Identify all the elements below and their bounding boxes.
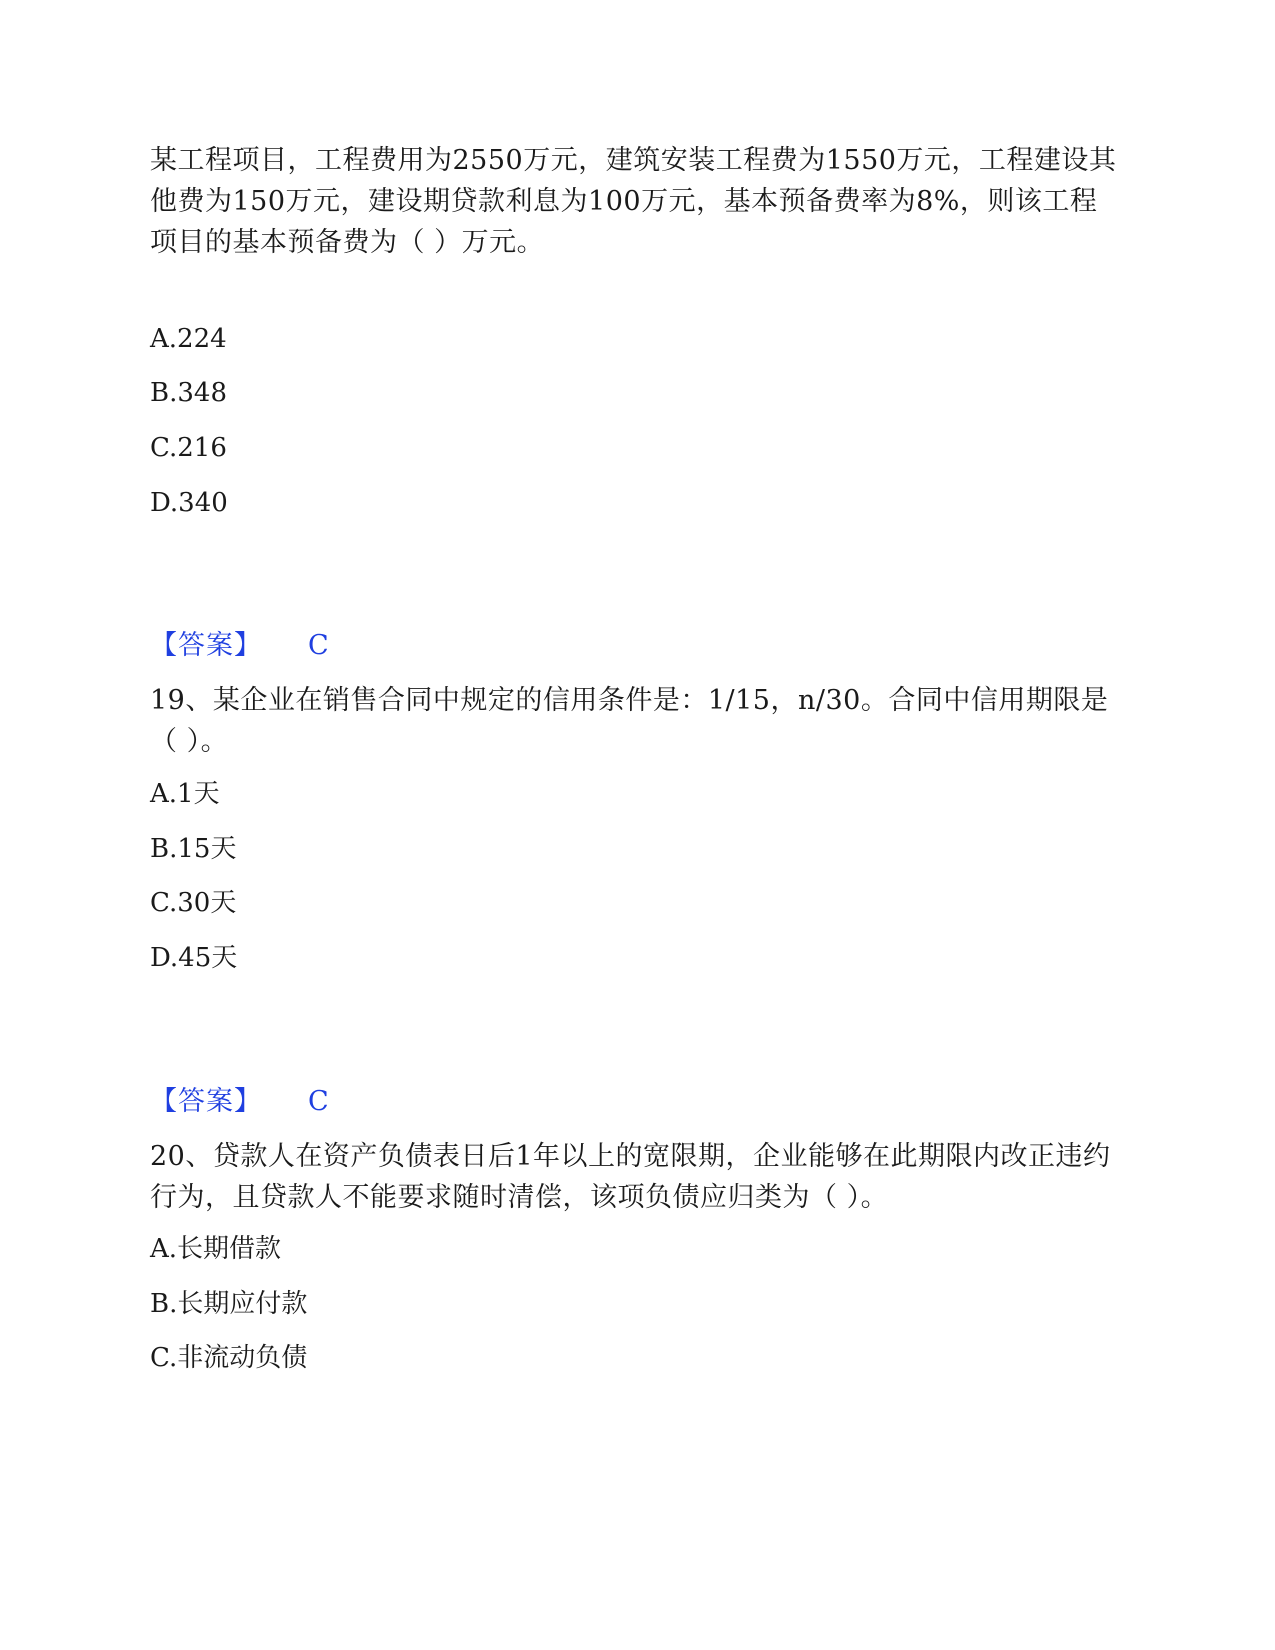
option-b: B.长期应付款 xyxy=(150,1289,308,1319)
answer-value: C xyxy=(308,630,329,661)
answer-value: C xyxy=(308,1086,329,1117)
option-c: C.非流动负债 xyxy=(150,1343,308,1373)
option-b: B.15天 xyxy=(150,834,237,864)
option-a: A.长期借款 xyxy=(150,1234,282,1264)
answer-line xyxy=(150,629,329,663)
option-c: C.30天 xyxy=(150,888,237,918)
question-text: 某工程项目，工程费用为2550万元，建筑安装工程费为1550万元，工程建设其他费为150万元，建设期贷款利息为100万元，基本预备费率为8%，则该工程项目的基本预备费为（ ）万元。 xyxy=(150,145,1117,258)
option-b: B.348 xyxy=(150,378,227,408)
answer-label: 【答案】 xyxy=(150,1086,262,1117)
question-text: 20、贷款人在资产负债表日后1年以上的宽限期，企业能够在此期限内改正违约行为，且贷款人不能要求随时清偿，该项负债应归类为（ ）。 xyxy=(150,1141,1111,1213)
option-d: D.45天 xyxy=(150,943,238,973)
question-text: 19、某企业在销售合同中规定的信用条件是：1/15，n/30。合同中信用期限是（ ）。 xyxy=(150,685,1109,757)
answer-label: 【答案】 xyxy=(150,630,262,661)
option-d: D.340 xyxy=(150,488,228,518)
option-a: A.224 xyxy=(150,324,227,354)
answer-line xyxy=(150,1085,329,1119)
option-a: A.1天 xyxy=(150,779,220,809)
option-c: C.216 xyxy=(150,433,227,463)
